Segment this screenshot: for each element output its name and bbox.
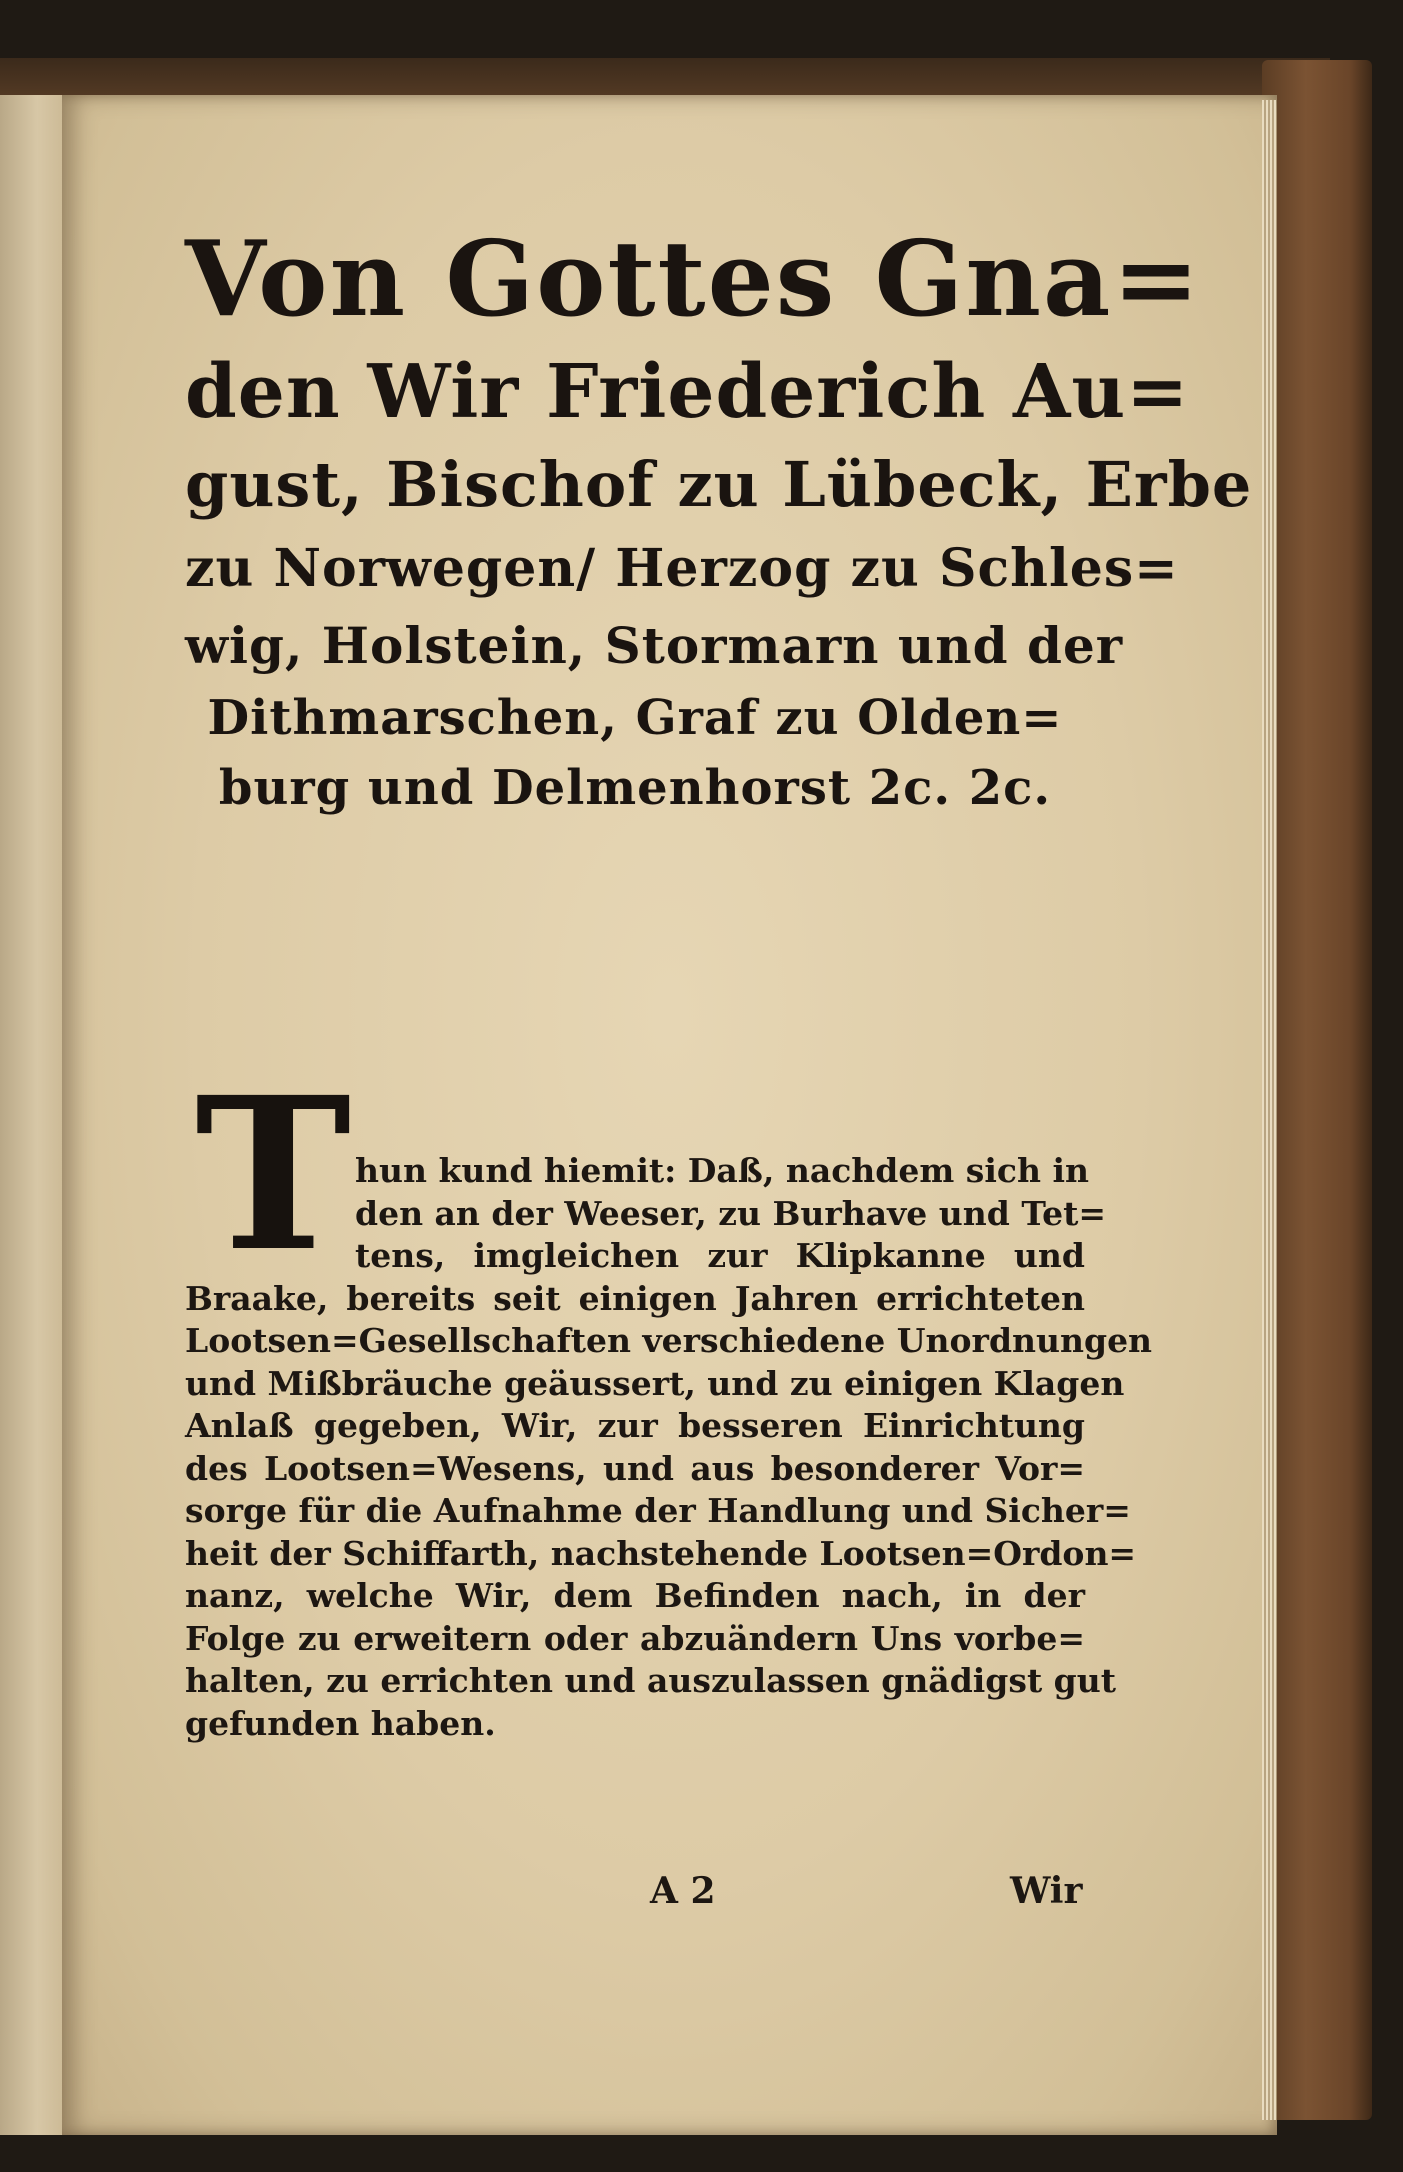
heading-line: zu Norwegen/ Herzog zu Schles= <box>185 538 1179 599</box>
body-line: hun kund hiemit: Daß, nachdem sich in <box>355 1151 1089 1190</box>
heading-line: burg und Delmenhorst 2c. 2c. <box>218 760 1052 816</box>
facing-page-edge <box>0 95 65 2135</box>
catchword: Wir <box>1010 1870 1083 1912</box>
page-heading <box>185 215 1253 823</box>
body-line: nanz, welche Wir, dem Befinden nach, in der <box>185 1576 1085 1615</box>
book-cover-edge <box>1262 60 1372 2120</box>
heading-line: Dithmarschen, Graf zu Olden= <box>207 690 1063 746</box>
body-line: und Mißbräuche geäussert, und zu einigen Klagen <box>185 1363 1125 1403</box>
heading-line: gust, Bischof zu Lübeck, Erbe <box>185 448 1253 521</box>
body-line: Anlaß gegeben, Wir, zur besseren Einrichtung <box>185 1406 1085 1445</box>
body-line: Braake, bereits seit einigen Jahren errichteten <box>185 1278 1085 1318</box>
page-edges <box>1262 100 1276 2120</box>
body-line: halten, zu errichten und auszulassen gnädigst gut <box>185 1661 1116 1700</box>
heading-line: Von Gottes Gna= <box>185 217 1202 340</box>
drop-capital: T <box>195 1051 352 1298</box>
body-paragraph <box>185 1150 1153 1745</box>
body-line: sorge für die Aufnahme der Handlung und Sicher= <box>185 1491 1131 1530</box>
heading-line: den Wir Friederich Au= <box>185 349 1190 435</box>
body-line: tens, imgleichen zur Klipkanne und <box>355 1236 1085 1275</box>
body-line: Lootsen=Gesellschaften verschiedene Unordnungen <box>185 1321 1153 1360</box>
body-line: heit der Schiffarth, nachstehende Lootsen=Ordon= <box>185 1533 1137 1573</box>
body-line: des Lootsen=Wesens, und aus besonderer Vor= <box>185 1448 1085 1488</box>
heading-line: wig, Holstein, Stormarn und der <box>185 616 1124 675</box>
body-line: gefunden haben. <box>185 1703 496 1743</box>
body-line: den an der Weeser, zu Burhave und Tet= <box>355 1193 1106 1233</box>
body-line: Folge zu erweitern oder abzuändern Uns vorbe= <box>185 1618 1085 1658</box>
signature-mark: A 2 <box>650 1870 716 1912</box>
